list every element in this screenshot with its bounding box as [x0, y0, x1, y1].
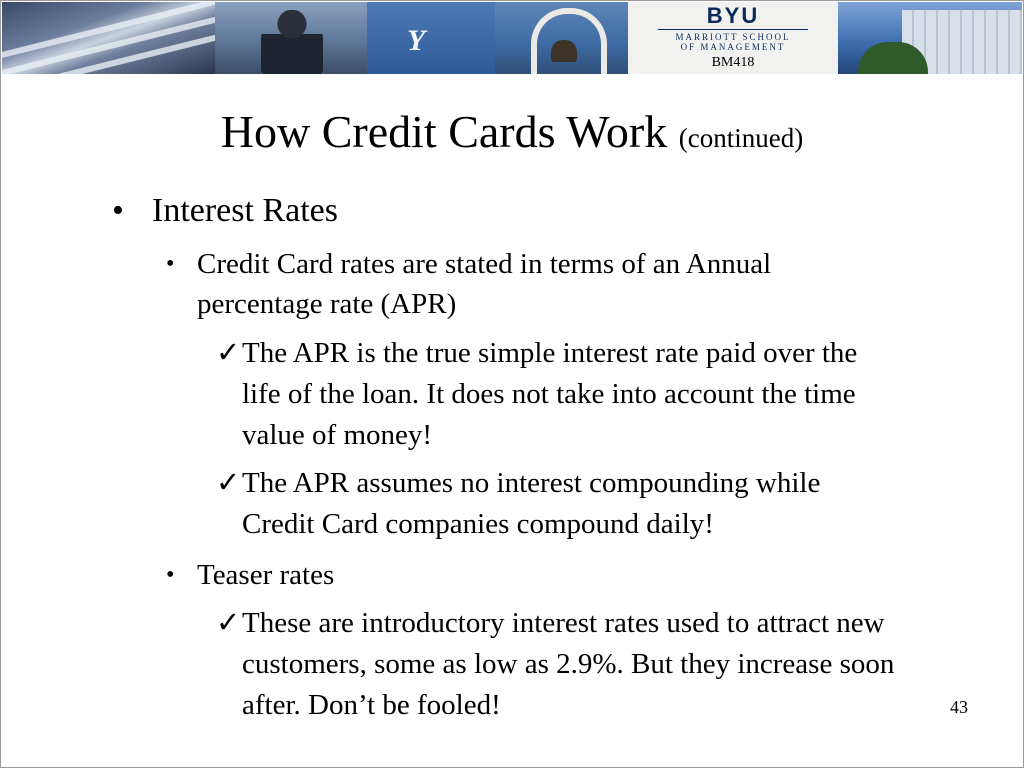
page-number: 43	[950, 697, 968, 717]
slide-title-main: How Credit Cards Work	[220, 106, 668, 157]
banner-photo-building-glass	[2, 2, 215, 74]
bullet-apr-statement: • Credit Card rates are stated in terms of an Annual percentage rate (APR)	[166, 244, 886, 324]
check-apr-compounding: ✓ The APR assumes no interest compounding while Credit Card companies compound daily!	[216, 463, 896, 545]
banner-photo-bell-tower	[495, 2, 628, 74]
bullet-icon: •	[166, 251, 175, 277]
bell-icon	[551, 40, 577, 62]
checkmark-icon: ✓	[216, 467, 241, 499]
checkmark-icon: ✓	[216, 337, 241, 369]
check-teaser-detail: ✓ These are introductory interest rates used to attract new customers, some as low as 2.9%. But they increase soon after. Don’t be fooled!	[216, 603, 896, 726]
byu-marriott-logo: BYU MARRIOTT SCHOOL OF MANAGEMENT BM418	[628, 2, 838, 74]
checkmark-icon: ✓	[216, 607, 241, 639]
header-banner	[2, 2, 1022, 74]
bullet-icon: •	[112, 192, 124, 229]
y-mountain-icon: Y	[407, 24, 423, 57]
banner-photo-y-mountain	[367, 2, 495, 74]
banner-photo-statue	[215, 2, 367, 74]
bullet-icon: •	[166, 562, 175, 588]
banner-photo-campus	[838, 2, 1022, 74]
bullet-teaser-rates: • Teaser rates	[166, 555, 886, 595]
course-code: BM418	[711, 55, 755, 70]
check-apr-simple: ✓ The APR is the true simple interest rate paid over the life of the loan. It does not take into account the time value of money!	[216, 333, 896, 456]
slide-title-suffix: (continued)	[678, 123, 804, 153]
slide-title	[0, 104, 1024, 166]
